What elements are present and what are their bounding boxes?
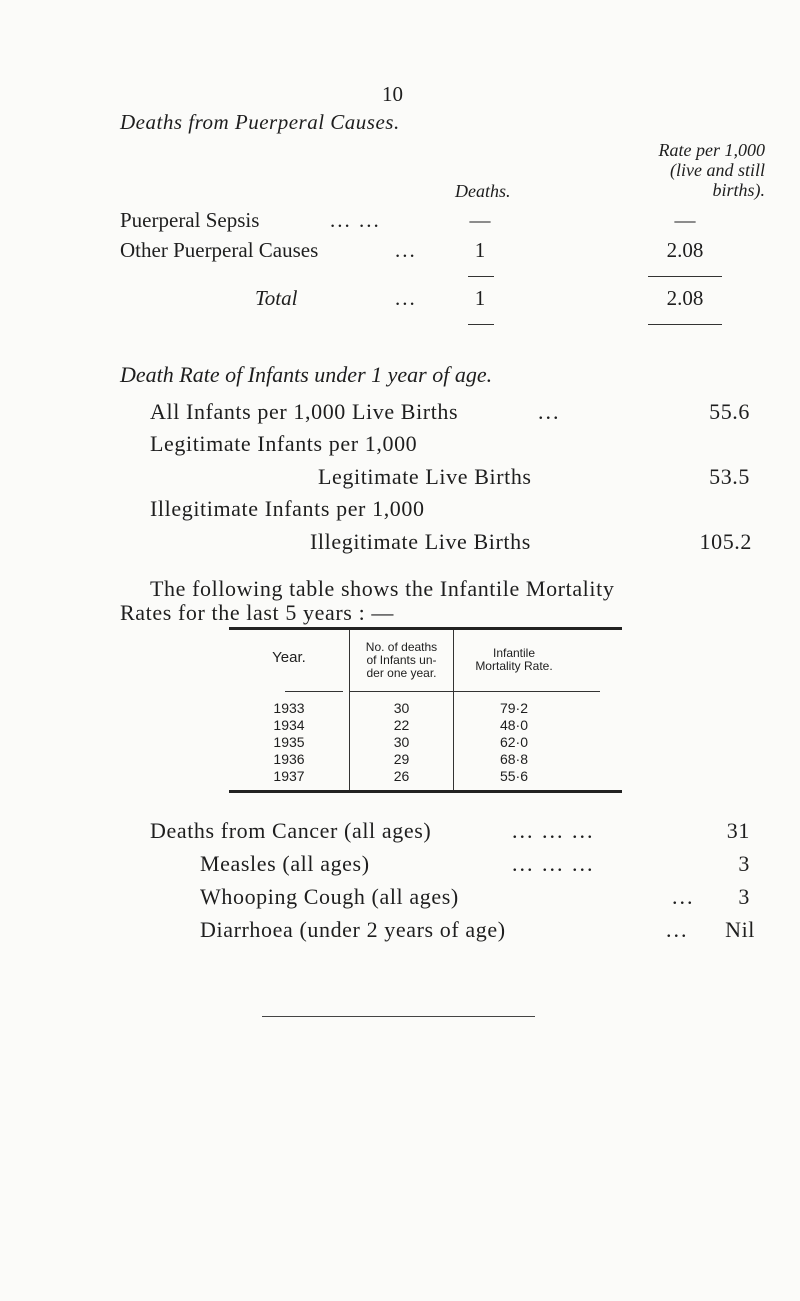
table-cell-rate: 79·2 (499, 700, 529, 716)
deaths-column-header: Deaths. (455, 181, 511, 201)
total-rule (468, 324, 494, 325)
header-line: No. of deaths (365, 640, 438, 654)
table-cell-year: 1934 (273, 717, 305, 733)
other-deaths-value: 31 (726, 818, 750, 843)
leader-dots: ... ... ... (512, 851, 595, 876)
leader-dots: ... (395, 286, 417, 310)
rate-header-line: Rate per 1,000 (658, 140, 765, 160)
infant-line-value: 53.5 (709, 464, 750, 489)
leader-dots: ... (672, 884, 695, 909)
leader-dots: ... (395, 238, 417, 262)
page-number: 10 (382, 82, 403, 106)
table-cell-deaths: 29 (393, 751, 410, 767)
table-header-rate (454, 647, 574, 673)
other-deaths-label: Deaths from Cancer (all ages) (150, 818, 432, 843)
other-deaths-label: Measles (all ages) (200, 851, 370, 876)
infant-line-label: Illegitimate Live Births (310, 529, 531, 554)
leader-dots: ... (538, 399, 561, 424)
puerperal-row-rate: 2.08 (666, 238, 704, 262)
rate-column-header (555, 140, 765, 200)
intro-line: The following table shows the Infantile Mortality (150, 576, 615, 601)
table-cell-year: 1937 (273, 768, 305, 784)
table-cell-deaths: 22 (393, 717, 410, 733)
puerperal-title: Deaths from Puerperal Causes. (120, 110, 400, 134)
infant-line-label: Illegitimate Infants per 1,000 (150, 496, 425, 521)
table-bottom-rule (229, 790, 622, 793)
table-cell-rate: 55·6 (499, 768, 529, 784)
table-header-rule (350, 691, 453, 692)
header-line: der one year. (366, 666, 437, 680)
total-rule (648, 276, 722, 277)
header-line: Mortality Rate. (475, 659, 553, 673)
leader-dots: ... ... (330, 208, 381, 232)
rate-header-line: (live and still (670, 160, 765, 180)
table-header-deaths (350, 641, 453, 680)
table-cell-rate: 68·8 (499, 751, 529, 767)
table-cell-year: 1936 (273, 751, 305, 767)
total-label: Total (255, 286, 298, 310)
infant-line-value: 55.6 (709, 399, 750, 424)
table-cell-rate: 48·0 (499, 717, 529, 733)
infant-line-label: Legitimate Infants per 1,000 (150, 431, 418, 456)
table-cell-year: 1935 (273, 734, 305, 750)
table-cell-year: 1933 (273, 700, 305, 716)
bottom-rule (262, 1016, 535, 1017)
leader-dots: ... ... ... (512, 818, 595, 843)
table-cell-deaths: 30 (393, 734, 410, 750)
leader-dots: ... (666, 917, 689, 942)
infant-line-value: 105.2 (699, 529, 752, 554)
other-deaths-value: Nil (725, 917, 755, 942)
total-rate: 2.08 (666, 286, 704, 310)
table-header-rule (285, 691, 343, 692)
other-deaths-label: Diarrhoea (under 2 years of age) (200, 917, 506, 942)
puerperal-row-label: Puerperal Sepsis (120, 208, 260, 232)
infant-line-label: All Infants per 1,000 Live Births (150, 399, 459, 424)
intro-line: Rates for the last 5 years : — (120, 600, 394, 625)
total-deaths: 1 (474, 286, 486, 310)
header-line: Infantile (492, 646, 536, 660)
rate-header-line: births). (712, 180, 765, 200)
table-cell-rate: 62·0 (499, 734, 529, 750)
infant-title: Death Rate of Infants under 1 year of age. (120, 362, 493, 387)
table-header-rule (454, 691, 600, 692)
other-deaths-value: 3 (738, 851, 750, 876)
other-deaths-value: 3 (738, 884, 750, 909)
table-header-year: Year. (272, 649, 306, 666)
puerperal-row-rate: — (674, 208, 696, 232)
other-deaths-label: Whooping Cough (all ages) (200, 884, 459, 909)
total-rule (648, 324, 722, 325)
infant-line-label: Legitimate Live Births (318, 464, 532, 489)
puerperal-row-label: Other Puerperal Causes (120, 238, 319, 262)
table-cell-deaths: 30 (393, 700, 410, 716)
total-rule (468, 276, 494, 277)
table-cell-deaths: 26 (393, 768, 410, 784)
puerperal-row-deaths: 1 (474, 238, 486, 262)
table-top-rule (229, 627, 622, 630)
header-line: of Infants un- (366, 653, 437, 667)
puerperal-row-deaths: — (469, 208, 491, 232)
